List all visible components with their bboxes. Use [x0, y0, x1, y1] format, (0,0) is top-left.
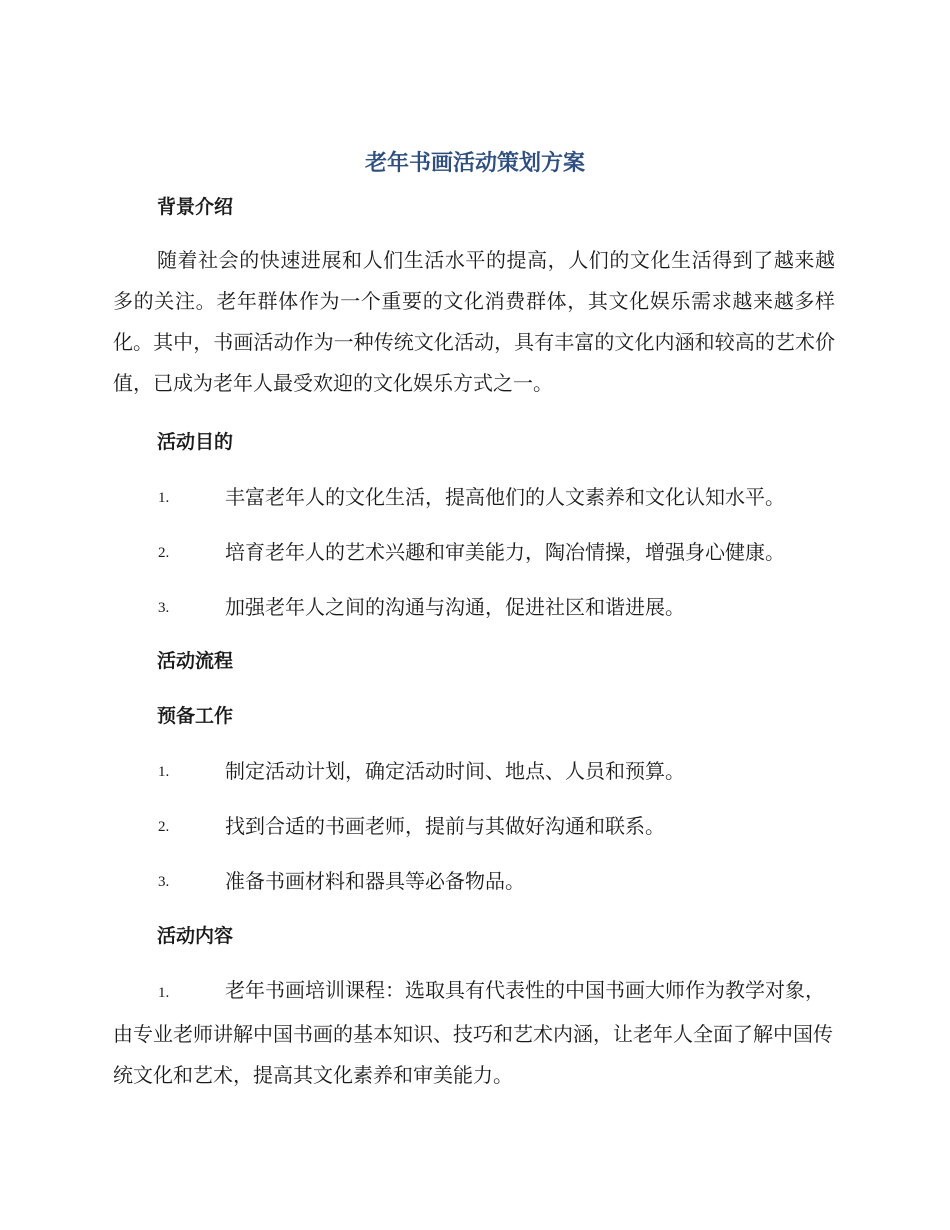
content-item [113, 970, 835, 1096]
list-text: 丰富老年人的文化生活，提高他们的人文素养和文化认知水平。 [225, 485, 785, 509]
list-number: 2. [158, 819, 170, 835]
document-title: 老年书画活动策划方案 [364, 151, 585, 176]
list-text: 找到合适的书画老师，提前与其做好沟通和联系。 [225, 814, 665, 838]
list-number: 2. [158, 545, 170, 561]
heading-purpose: 活动目的 [157, 431, 234, 453]
list-text: 制定活动计划，确定活动时间、地点、人员和预算。 [225, 759, 685, 783]
list-number: 3. [158, 874, 170, 890]
list-text: 老年书画培训课程：选取具有代表性的中国书画大师作为教学对象，由专业老师讲解中国书画的基本知识、技巧和艺术内涵，让老年人全面了解中国传统文化和艺术，提高其文化素养和审美能力。 [113, 978, 833, 1087]
heading-process: 活动流程 [157, 650, 234, 672]
list-text: 培育老年人的艺术兴趣和审美能力，陶冶情操，增强身心健康。 [225, 540, 785, 564]
heading-background: 背景介绍 [157, 196, 234, 218]
list-text: 加强老年人之间的沟通与沟通，促进社区和谐进展。 [225, 595, 685, 619]
list-number: 1. [158, 490, 170, 506]
heading-preparation: 预备工作 [157, 705, 234, 727]
list-number: 1. [158, 764, 170, 780]
background-paragraph: 随着社会的快速进展和人们生活水平的提高，人们的文化生活得到了越来越多的关注。老年群体作为一个重要的文化消费群体，其文化娱乐需求越来越多样化。其中，书画活动作为一种传统文化活动，具有丰富的文化内涵和较高的艺术价值，已成为老年人最受欢迎的文化娱乐方式之一。 [113, 248, 835, 395]
list-number: 1. [158, 985, 170, 1001]
list-text: 准备书画材料和器具等必备物品。 [225, 869, 525, 893]
list-number: 3. [158, 600, 170, 616]
heading-content: 活动内容 [157, 925, 234, 947]
